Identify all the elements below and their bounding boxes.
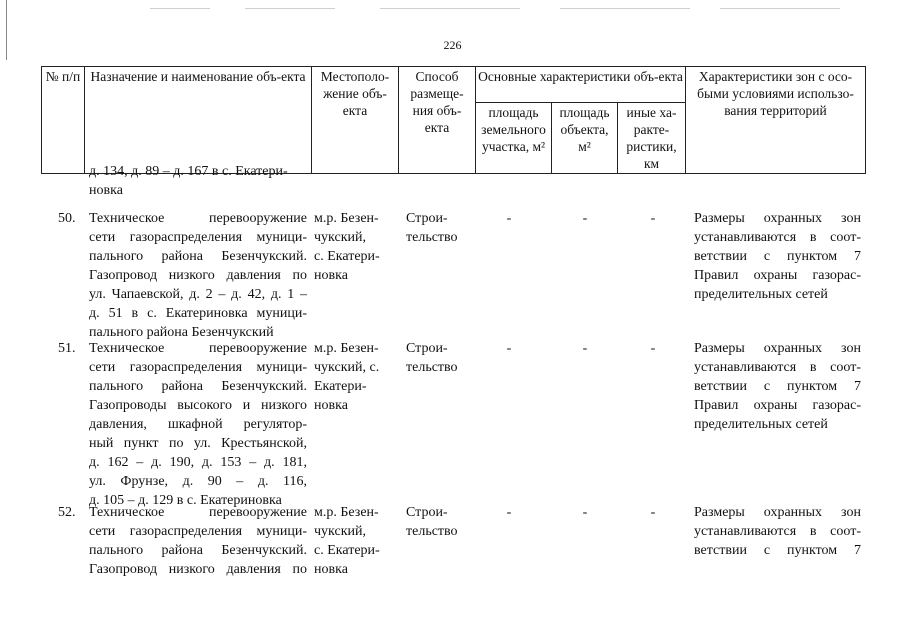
row-number: 52. [58,505,76,520]
row-zones: Размеры охранных зон устанавливаются в соот- ветствии с пунктом 7 Правил охраны газорас- пределительных сетей [694,211,861,302]
row-other: - [650,211,656,226]
header-location: Местополо-жение объ-екта [312,67,399,174]
header-num: № п/п [42,67,85,174]
header-other: иные ха-ракте-ристики, км [618,103,686,174]
scan-rule [245,8,335,9]
header-method: Способ размеще-ния объ-екта [399,67,476,174]
row-area-object: - [582,505,588,520]
row-number: 50. [58,211,76,226]
page-number: 226 [443,38,462,52]
header-zones: Характеристики зон с осо-быми условиями использо-вания территорий [686,67,866,174]
row-area-land: - [506,505,512,520]
header-area-object: площадь объекта, м² [552,103,618,174]
scan-rule [380,8,520,9]
header-area-land: площадь земельного участка, м² [476,103,552,174]
row-zones: Размеры охранных зон устанавливаются в соот- ветствии с пунктом 7 Правил охраны газорас- пределительных сетей [694,341,861,432]
row-area-object: - [582,211,588,226]
header-main-characteristics: Основные характеристики объ-екта [476,67,686,103]
continuation-text: д. 134, д. 89 – д. 167 в с. Екатери- новка [89,164,288,198]
row-area-land: - [506,341,512,356]
row-area-land: - [506,211,512,226]
row-method: Строи- тельство [406,341,458,375]
row-name: Техническое перевооружение сети газораспределения муници- пального района Безенчукский. Газопроводы высокого и низкого давления, шкафной регулятор- ный пункт по ул. Крестьянской, д. 162 – д. 190, д. 153 – д. 181, ул. Фрунзе, д. 90 – д. 116, д. 105 – д. 129 в с. Екатериновка [89,341,307,508]
row-method: Строи- тельство [406,505,458,539]
header-name: Назначение и наименование объ-екта [85,67,312,174]
row-zones: Размеры охранных зон устанавливаются в соот- ветствии с пунктом 7 [694,505,861,558]
row-location: м.р. Безен- чукский, с. Екатери- новка [314,211,380,283]
row-area-object: - [582,341,588,356]
row-location: м.р. Безен- чукский, с. Екатери- новка [314,505,380,577]
row-location: м.р. Безен- чукский, с. Екатери- новка [314,341,380,413]
scan-rule [560,8,690,9]
row-number: 51. [58,341,76,356]
row-name: Техническое перевооружение сети газораспределения муници- пального района Безенчукский. Газопровод низкого давления по [89,505,307,577]
row-name: Техническое перевооружение сети газораспределения муници- пального района Безенчукский. Газопровод низкого давления по ул. Чапаевской, д. 2 – д. 42, д. 1 – д. 51 в с. Екатериновка муници- пального района Безенчукский [89,211,307,340]
table-header [41,66,866,174]
scan-rule [150,8,210,9]
row-other: - [650,505,656,520]
scan-rule [720,8,840,9]
row-method: Строи- тельство [406,211,458,245]
row-other: - [650,341,656,356]
